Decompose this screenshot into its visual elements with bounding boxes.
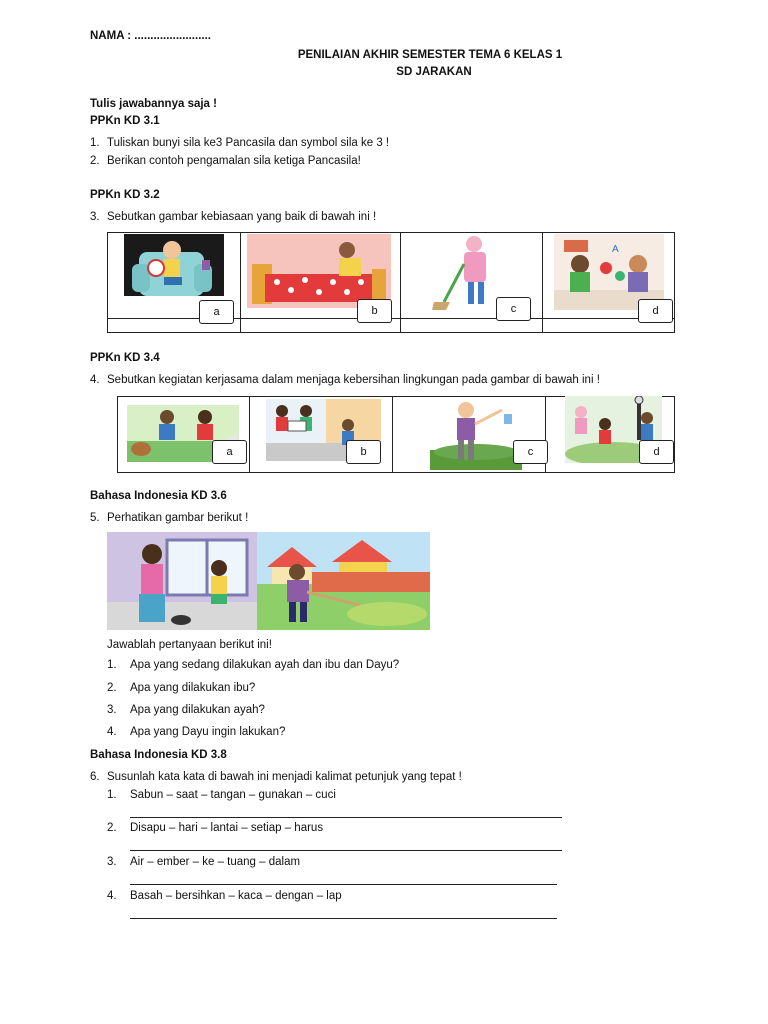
question-6 (90, 771, 462, 783)
question-4 (90, 374, 600, 386)
question-text: Susunlah kata kata di bawah ini menjadi kalimat petunjuk yang tepat ! (107, 771, 462, 783)
answer-line-4[interactable] (130, 918, 557, 919)
q5-sub-1 (107, 659, 399, 671)
q6-sub-1 (107, 789, 336, 801)
q6-sub-3 (107, 856, 300, 868)
question-text: Basah – bersihkan – kaca – dengan – lap (130, 890, 342, 902)
label-d: d (638, 299, 673, 323)
question-number: 2. (107, 822, 117, 834)
q6-sub-2 (107, 822, 323, 834)
question-number: 2. (107, 682, 117, 694)
answer-line-1[interactable] (130, 817, 562, 818)
section-bi-36: Bahasa Indonesia KD 3.6 (90, 490, 227, 502)
question-number: 3. (107, 856, 117, 868)
label-b: b (346, 440, 381, 464)
question-text: Sabun – saat – tangan – gunakan – cuci (130, 789, 336, 801)
q6-sub-4 (107, 890, 342, 902)
section-bi-38: Bahasa Indonesia KD 3.8 (90, 749, 227, 761)
question-number: 1. (90, 137, 100, 149)
q5-sub-3 (107, 704, 265, 716)
question-3 (90, 211, 376, 223)
answer-line-3[interactable] (130, 884, 557, 885)
label-b: b (357, 299, 392, 323)
picture-family-cleaning (107, 532, 430, 630)
exam-title: PENILAIAN AKHIR SEMESTER TEMA 6 KELAS 1 (297, 49, 563, 61)
school-name: SD JARAKAN (396, 66, 472, 78)
q5-intro: Jawablah pertanyaan berikut ini! (107, 639, 272, 651)
question-text: Apa yang dilakukan ibu? (130, 682, 256, 694)
q5-sub-4 (107, 726, 285, 738)
question-text: Air – ember – ke – tuang – dalam (130, 856, 301, 868)
picture-throwing-trash (430, 398, 522, 470)
question-number: 4. (107, 890, 117, 902)
instruction: Tulis jawabannya saja ! (90, 98, 217, 110)
question-number: 6. (90, 771, 100, 783)
label-a: a (212, 440, 247, 464)
question-5 (90, 512, 248, 524)
answer-line-2[interactable] (130, 850, 562, 851)
question-text: Sebutkan kegiatan kerjasama dalam menjaga kebersihan lingkungan pada gambar di bawah ini ! (107, 374, 600, 386)
q5-sub-2 (107, 682, 255, 694)
question-number: 2. (90, 155, 100, 167)
question-number: 1. (107, 659, 117, 671)
question-text: Disapu – hari – lantai – setiap – harus (130, 822, 324, 834)
picture-making-bed (247, 234, 391, 308)
question-number: 3. (90, 211, 100, 223)
svg-text:A: A (612, 244, 619, 255)
question-number: 1. (107, 789, 117, 801)
picture-child-on-sofa (124, 234, 224, 296)
question-1 (90, 137, 389, 149)
section-ppkn-34: PPKn KD 3.4 (90, 352, 160, 364)
question-text: Apa yang sedang dilakukan ayah dan ibu dan Dayu? (130, 659, 400, 671)
question-text: Tuliskan bunyi sila ke3 Pancasila dan symbol sila ke 3 ! (107, 137, 390, 149)
question-text: Perhatikan gambar berikut ! (107, 512, 249, 524)
question-2 (90, 155, 361, 167)
question-number: 5. (90, 512, 100, 524)
question-text: Berikan contoh pengamalan sila ketiga Pancasila! (107, 155, 361, 167)
question-number: 3. (107, 704, 117, 716)
label-d: d (639, 440, 674, 464)
section-ppkn-32: PPKn KD 3.2 (90, 189, 160, 201)
label-c: c (496, 297, 531, 321)
question-text: Apa yang dilakukan ayah? (130, 704, 265, 716)
question-text: Sebutkan gambar kebiasaan yang baik di bawah ini ! (107, 211, 377, 223)
label-a: a (199, 300, 234, 324)
question-number: 4. (90, 374, 100, 386)
question-text: Apa yang Dayu ingin lakukan? (130, 726, 286, 738)
name-field-label: NAMA : ........................ (90, 30, 211, 42)
label-c: c (513, 440, 548, 464)
question-number: 4. (107, 726, 117, 738)
section-ppkn-31: PPKn KD 3.1 (90, 115, 160, 127)
